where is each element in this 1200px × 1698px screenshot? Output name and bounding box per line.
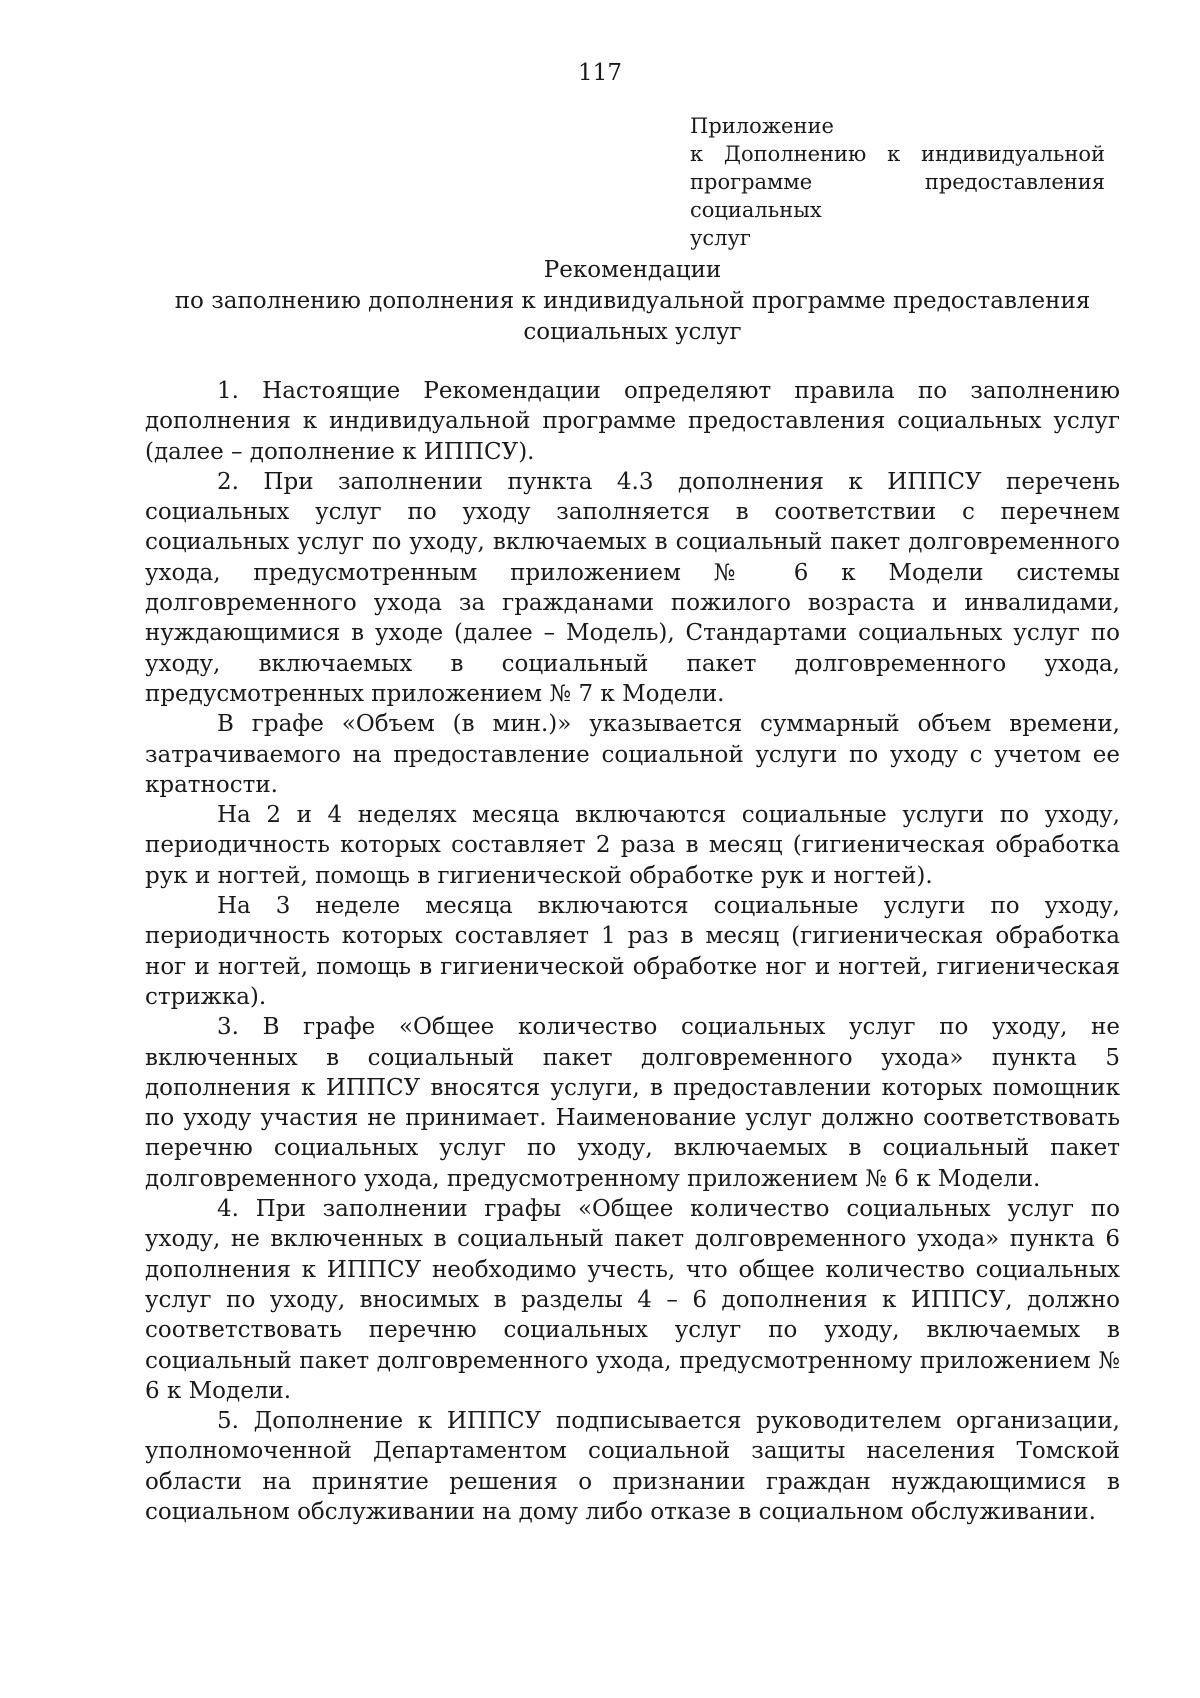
paragraph-1: 1. Настоящие Рекомендации определяют правила по заполнению дополнения к индивидуальной программе предоставления социальных услуг (далее – дополнение к ИППСУ).: [145, 378, 1120, 465]
document-title: [145, 255, 1120, 348]
document-body: [145, 376, 1120, 1527]
page-number: 117: [578, 60, 622, 86]
appendix-header: [690, 112, 1105, 252]
appendix-line-2: к Дополнению к индивидуальной: [690, 142, 1105, 166]
appendix-line-3: программе предоставления социальных: [690, 170, 1105, 222]
paragraph-3: В графе «Объем (в мин.)» указывается суммарный объем времени, затрачиваемого на предоставление социальной услуги по уходу с учетом ее кратности.: [145, 711, 1120, 798]
paragraph-6: 3. В графе «Общее количество социальных услуг по уходу, не включенных в социальный пакет долговременного ухода» пункта 5 дополнения к ИППСУ вносятся услуги, в предоставлении которых помощник по уходу участия не принимает. Наименование услуг должно соответствовать перечню социальных услуг по уходу, включаемых в социальный пакет долговременного ухода, предусмотренному приложением № 6 к Модели.: [145, 1014, 1120, 1192]
paragraph-5: На 3 неделе месяца включаются социальные услуги по уходу, периодичность которых составляет 1 раз в месяц (гигиеническая обработка ног и ногтей, помощь в гигиенической обработке ног и ногтей, гигиеническая стрижка).: [145, 893, 1120, 1010]
paragraph-7: 4. При заполнении графы «Общее количество социальных услуг по уходу, не включенных в социальный пакет долговременного ухода» пункта 6 дополнения к ИППСУ необходимо учесть, что общее количество социальных услуг по уходу, вносимых в разделы 4 – 6 дополнения к ИППСУ, должно соответствовать перечню социальных услуг по уходу, включаемых в социальный пакет долговременного ухода, предусмотренному приложением № 6 к Модели.: [145, 1196, 1120, 1404]
appendix-line-4: услуг: [690, 226, 751, 250]
title-line-3: социальных услуг: [523, 319, 742, 345]
title-line-1: Рекомендации: [543, 257, 722, 283]
title-line-2: по заполнению дополнения к индивидуальной программе предоставления: [174, 288, 1091, 314]
paragraph-8: 5. Дополнение к ИППСУ подписывается руководителем организации, уполномоченной Департаментом социальной защиты населения Томской области на принятие решения о признании граждан нуждающимися в социальном обслуживании на дому либо отказе в социальном обслуживании.: [145, 1408, 1120, 1525]
paragraph-2: 2. При заполнении пункта 4.3 дополнения к ИППСУ перечень социальных услуг по уходу заполняется в соответствии с перечнем социальных услуг по уходу, включаемых в социальный пакет долговременного ухода, предусмотренным приложением № 6 к Модели системы долговременного ухода за гражданами пожилого возраста и инвалидами, нуждающимися в уходе (далее – Модель), Стандартами социальных услуг по уходу, включаемых в социальный пакет долговременного ухода, предусмотренных приложением № 7 к Модели.: [145, 468, 1120, 707]
paragraph-4: На 2 и 4 неделях месяца включаются социальные услуги по уходу, периодичность которых составляет 2 раза в месяц (гигиеническая обработка рук и ногтей, помощь в гигиенической обработке рук и ногтей).: [145, 802, 1120, 889]
appendix-line-1: Приложение: [690, 114, 834, 138]
